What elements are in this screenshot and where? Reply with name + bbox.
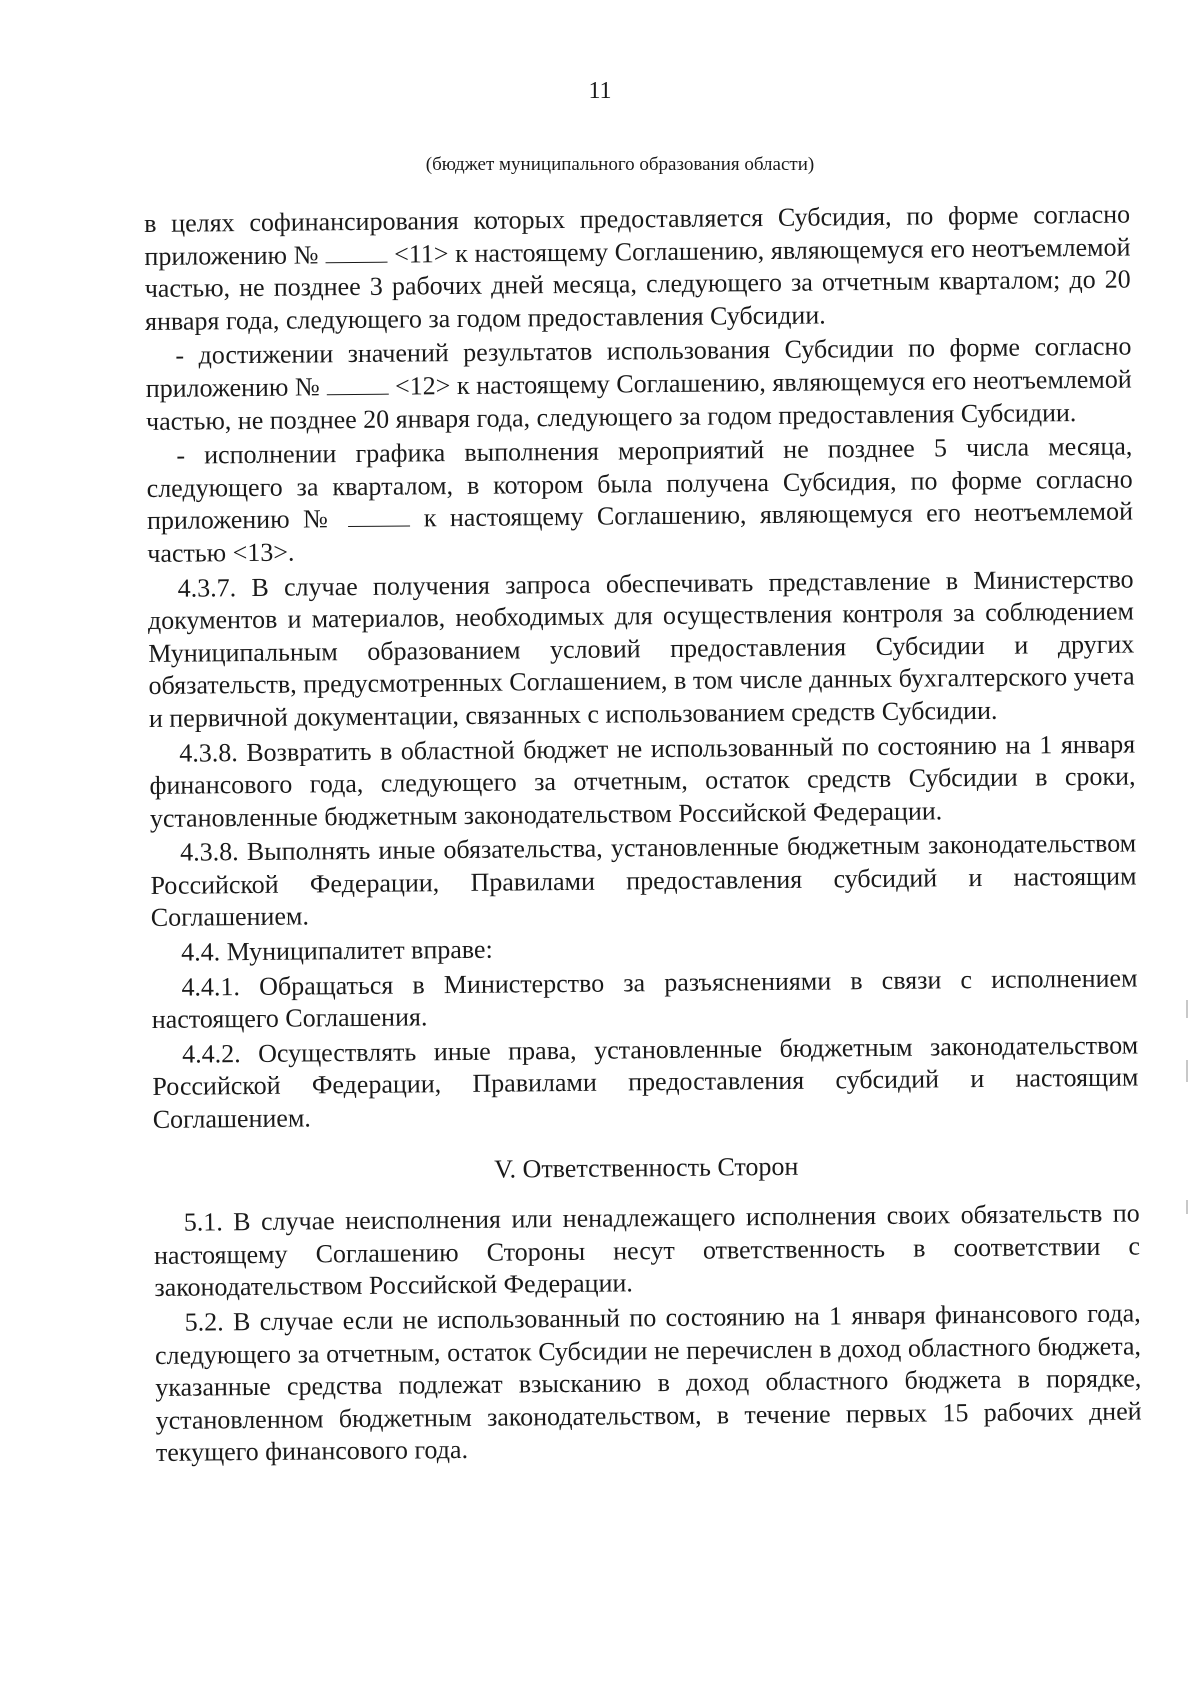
paragraph-text: - исполнении графика выполнения мероприятий не позднее 5 числа месяца, следующего за кварталом, в котором была получена Субсидия, по форме согласно приложению № [146, 431, 1133, 536]
paragraph-schedule [146, 431, 1133, 571]
paragraph-4-3-7: 4.3.7. В случае получения запроса обеспечивать представление в Министерство документов и материалов, необходимых для осуществления контроля за соблюдением Муниципальным образованием условий предоставления Субсидии и других обязательств, предусмотренных Соглашением, в том числе данных бухгалтерского учета и первичной документации, связанных с использованием средств Субсидии. [147, 564, 1135, 733]
paragraph-5-1: 5.1. В случае неисполнения или ненадлежащего исполнения своих обязательств по настоящему Соглашению Стороны несут ответственность в соответствии с законодательством Российской Федерации. [153, 1198, 1141, 1303]
paragraph-continuation [144, 199, 1131, 339]
paragraph-4-3-8-obligations: 4.3.8. Выполнять иные обязательства, установленные бюджетным законодательством Российской Федерации, Правилами предоставления субсидий и настоящим Соглашением. [150, 828, 1137, 933]
paragraph-text: - достижении значений результатов использования Субсидии по форме согласно приложению № [145, 331, 1132, 403]
paragraph-text: в целях софинансирования которых предоставляется Субсидия, по форме согласно приложению № [144, 199, 1131, 271]
page-number: 11 [588, 78, 612, 104]
paragraph-text-after: <12> к настоящему Соглашению, являющемуся его неотъемлемой частью, не позднее 20 января года, следующего за годом предоставления Субсидии. [145, 364, 1132, 436]
scan-edge-mark [1186, 1200, 1188, 1214]
blank-field [325, 241, 387, 263]
paragraph-text-after: к настоящему Соглашению, являющемуся его неотъемлемой частью <13>. [147, 496, 1134, 568]
paragraph-5-2: 5.2. В случае если не использованный по состоянию на 1 января финансового года, следующего за отчетным, остаток Субсидии не перечислен в доход областного бюджета, указанные средства подлежат взысканию в доход областного бюджета в порядке, установленном бюджетным законодательством, в течение первых 15 рабочих дней текущего финансового года. [154, 1298, 1142, 1468]
paragraph-4-3-8-return: 4.3.8. Возвратить в областной бюджет не использованный по состоянию на 1 января финансового года, следующего за отчетным, остаток средств Субсидии в сроки, установленные бюджетным законодательством Российской Федерации. [149, 729, 1136, 833]
blank-field [348, 506, 410, 528]
paragraph-4-4-2: 4.4.2. Осуществлять иные права, установленные бюджетным законодательством Российской Федерации, Правилами предоставления субсидий и настоящим Соглашением. [152, 1030, 1139, 1134]
paragraph-4-4: 4.4. Муниципалитет вправе: [181, 934, 493, 967]
scan-edge-mark [1186, 1000, 1188, 1018]
page-header: (бюджет муниципального образования области) [425, 154, 815, 175]
paragraph-4-4-1: 4.4.1. Обращаться в Министерство за разъяснениями в связи с исполнением настоящего Соглашения. [151, 963, 1138, 1035]
blank-field [326, 374, 388, 396]
document-body [144, 199, 1142, 1470]
scan-edge-mark [1186, 1060, 1188, 1082]
paragraph-text-after: <11> к настоящему Соглашению, являющемуся его неотъемлемой частью, не позднее 3 рабочих дней месяца, следующего за отчетным кварталом; до 20 января года, следующего за годом предоставления Субсидии. [144, 232, 1131, 336]
section-title: V. Ответственность Сторон [494, 1151, 799, 1184]
paragraph-results [145, 331, 1132, 438]
